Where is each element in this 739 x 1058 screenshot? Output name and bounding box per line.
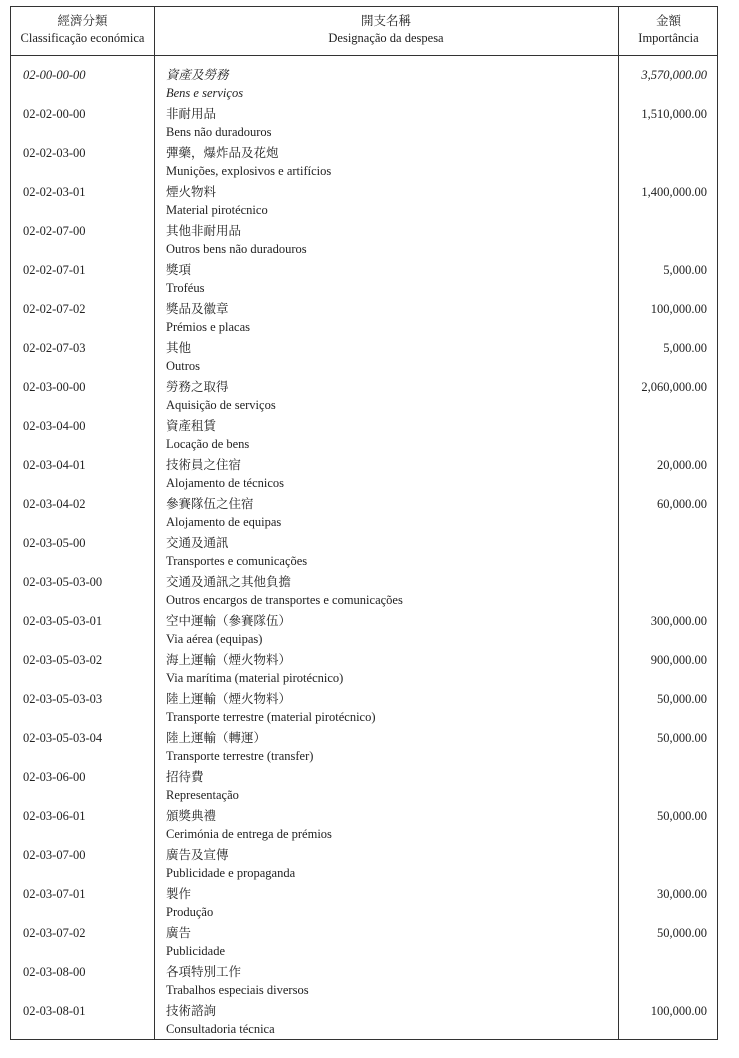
row-name-pt: Trabalhos especiais diversos — [166, 983, 309, 997]
row-name-zh: 交通及通訊之其他負擔 — [166, 575, 292, 589]
row-code: 02-02-03-00 — [23, 146, 86, 160]
row-name-pt: Munições, explosivos e artifícios — [166, 164, 332, 178]
header-amount-pt: Importância — [638, 31, 699, 45]
row-code: 02-02-00-00 — [23, 107, 86, 121]
row-name-zh: 參賽隊伍之住宿 — [166, 497, 254, 511]
row-name-zh: 獎項 — [166, 263, 192, 277]
row-name-pt: Outros encargos de transportes e comunicações — [166, 593, 403, 607]
row-name-pt: Aquisição de serviços — [166, 398, 276, 412]
row-name-pt: Transportes e comunicações — [166, 554, 308, 568]
header-classification-pt: Classificação económica — [20, 31, 145, 45]
row-code: 02-03-04-00 — [23, 419, 86, 433]
table-row — [11, 262, 717, 301]
row-amount: 50,000.00 — [657, 926, 707, 940]
row-code: 02-03-08-00 — [23, 965, 86, 979]
table-row — [11, 964, 717, 1003]
table-row — [11, 808, 717, 847]
row-amount: 1,400,000.00 — [641, 185, 707, 199]
row-name-zh: 煙火物料 — [166, 185, 217, 199]
row-code: 02-02-07-02 — [23, 302, 86, 316]
row-name-pt: Bens não duradouros — [166, 125, 272, 139]
row-code: 02-03-05-03-02 — [23, 653, 103, 667]
row-amount: 100,000.00 — [650, 302, 707, 316]
row-name-zh: 其他 — [166, 341, 192, 355]
row-code: 02-03-00-00 — [23, 380, 86, 394]
table-row — [11, 730, 717, 769]
row-name-pt: Produção — [166, 905, 214, 919]
row-name-pt: Publicidade — [166, 944, 226, 958]
row-code: 02-03-05-03-03 — [23, 692, 103, 706]
row-name-pt: Bens e serviços — [166, 86, 244, 100]
table-row — [11, 67, 717, 106]
row-name-pt: Troféus — [166, 281, 205, 295]
row-amount: 50,000.00 — [657, 809, 707, 823]
row-code: 02-02-07-03 — [23, 341, 86, 355]
row-code: 02-03-07-00 — [23, 848, 86, 862]
row-code: 02-03-05-03-01 — [23, 614, 103, 628]
row-code: 02-03-04-01 — [23, 458, 86, 472]
header-designation-zh: 開支名稱 — [360, 14, 411, 28]
row-name-zh: 陸上運輸（轉運） — [166, 731, 267, 745]
row-amount: 60,000.00 — [657, 497, 707, 511]
row-amount: 300,000.00 — [650, 614, 707, 628]
budget-table — [10, 6, 718, 1040]
row-code: 02-03-07-02 — [23, 926, 86, 940]
row-name-zh: 勞務之取得 — [166, 380, 229, 394]
row-name-zh: 非耐用品 — [166, 107, 217, 121]
row-name-zh: 製作 — [166, 887, 192, 901]
row-name-pt: Via aérea (equipas) — [166, 632, 263, 646]
table-body — [11, 67, 717, 1042]
table-row — [11, 145, 717, 184]
row-name-pt: Transporte terrestre (transfer) — [166, 749, 314, 763]
row-amount: 5,000.00 — [663, 341, 707, 355]
row-name-zh: 技術員之住宿 — [166, 458, 242, 472]
row-amount: 100,000.00 — [650, 1004, 707, 1018]
row-code: 02-03-05-00 — [23, 536, 86, 550]
table-row — [11, 457, 717, 496]
row-amount: 50,000.00 — [657, 692, 707, 706]
row-name-pt: Outros — [166, 359, 201, 373]
row-name-zh: 陸上運輸（煙火物料） — [166, 692, 292, 706]
header-amount-zh: 金額 — [655, 14, 681, 28]
row-code: 02-03-07-01 — [23, 887, 86, 901]
table-row — [11, 886, 717, 925]
header-designation — [154, 7, 618, 55]
table-row — [11, 223, 717, 262]
row-name-pt: Outros bens não duradouros — [166, 242, 307, 256]
row-amount: 900,000.00 — [650, 653, 707, 667]
table-row — [11, 496, 717, 535]
table-row — [11, 340, 717, 379]
table-row — [11, 925, 717, 964]
row-amount: 20,000.00 — [657, 458, 707, 472]
row-name-pt: Representação — [166, 788, 239, 802]
row-code: 02-03-08-01 — [23, 1004, 86, 1018]
row-amount: 1,510,000.00 — [641, 107, 707, 121]
row-name-pt: Consultadoria técnica — [166, 1022, 275, 1036]
row-name-zh: 廣告及宣傳 — [166, 848, 229, 862]
row-name-pt: Prémios e placas — [166, 320, 251, 334]
table-row — [11, 691, 717, 730]
table-row — [11, 106, 717, 145]
row-name-zh: 廣告 — [166, 926, 192, 940]
table-row — [11, 301, 717, 340]
table-row — [11, 847, 717, 886]
header-classification-zh: 經濟分類 — [57, 14, 108, 28]
row-name-pt: Alojamento de equipas — [166, 515, 282, 529]
table-row — [11, 769, 717, 808]
row-amount: 50,000.00 — [657, 731, 707, 745]
row-name-zh: 獎品及徽章 — [166, 302, 229, 316]
row-name-zh: 資產租賃 — [166, 419, 217, 433]
row-name-pt: Locação de bens — [166, 437, 250, 451]
row-code: 02-03-05-03-04 — [23, 731, 103, 745]
row-name-zh: 彈藥，爆炸品及花炮 — [166, 146, 279, 160]
table-row — [11, 535, 717, 574]
row-amount: 2,060,000.00 — [641, 380, 707, 394]
row-code: 02-02-07-01 — [23, 263, 86, 277]
header-amount — [618, 7, 719, 55]
table-header — [11, 7, 717, 56]
row-code: 02-03-04-02 — [23, 497, 86, 511]
row-name-zh: 技術諮詢 — [166, 1004, 217, 1018]
row-name-zh: 資產及勞務 — [166, 68, 229, 82]
table-row — [11, 613, 717, 652]
row-amount: 3,570,000.00 — [641, 68, 707, 82]
row-name-zh: 招待費 — [166, 770, 204, 784]
row-code: 02-03-06-01 — [23, 809, 86, 823]
row-name-zh: 各項特別工作 — [166, 965, 242, 979]
row-name-pt: Publicidade e propaganda — [166, 866, 296, 880]
row-name-zh: 空中運輸（參賽隊伍） — [166, 614, 292, 628]
row-amount: 5,000.00 — [663, 263, 707, 277]
table-row — [11, 574, 717, 613]
row-name-pt: Cerimónia de entrega de prémios — [166, 827, 332, 841]
row-name-zh: 交通及通訊 — [166, 536, 229, 550]
row-amount: 30,000.00 — [657, 887, 707, 901]
header-designation-pt: Designação da despesa — [328, 31, 444, 45]
row-code: 02-02-03-01 — [23, 185, 86, 199]
row-name-pt: Alojamento de técnicos — [166, 476, 285, 490]
row-code: 02-00-00-00 — [23, 68, 86, 82]
table-row — [11, 418, 717, 457]
row-name-pt: Transporte terrestre (material pirotécnico) — [166, 710, 376, 724]
row-name-pt: Via marítima (material pirotécnico) — [166, 671, 344, 685]
row-name-pt: Material pirotécnico — [166, 203, 268, 217]
table-row — [11, 652, 717, 691]
header-classification — [11, 7, 154, 55]
table-row — [11, 184, 717, 223]
row-code: 02-03-05-03-00 — [23, 575, 103, 589]
row-code: 02-02-07-00 — [23, 224, 86, 238]
table-row — [11, 1003, 717, 1042]
row-name-zh: 其他非耐用品 — [166, 224, 242, 238]
row-code: 02-03-06-00 — [23, 770, 86, 784]
table-row — [11, 379, 717, 418]
row-name-zh: 頒獎典禮 — [166, 809, 217, 823]
row-name-zh: 海上運輸（煙火物料） — [166, 653, 292, 667]
